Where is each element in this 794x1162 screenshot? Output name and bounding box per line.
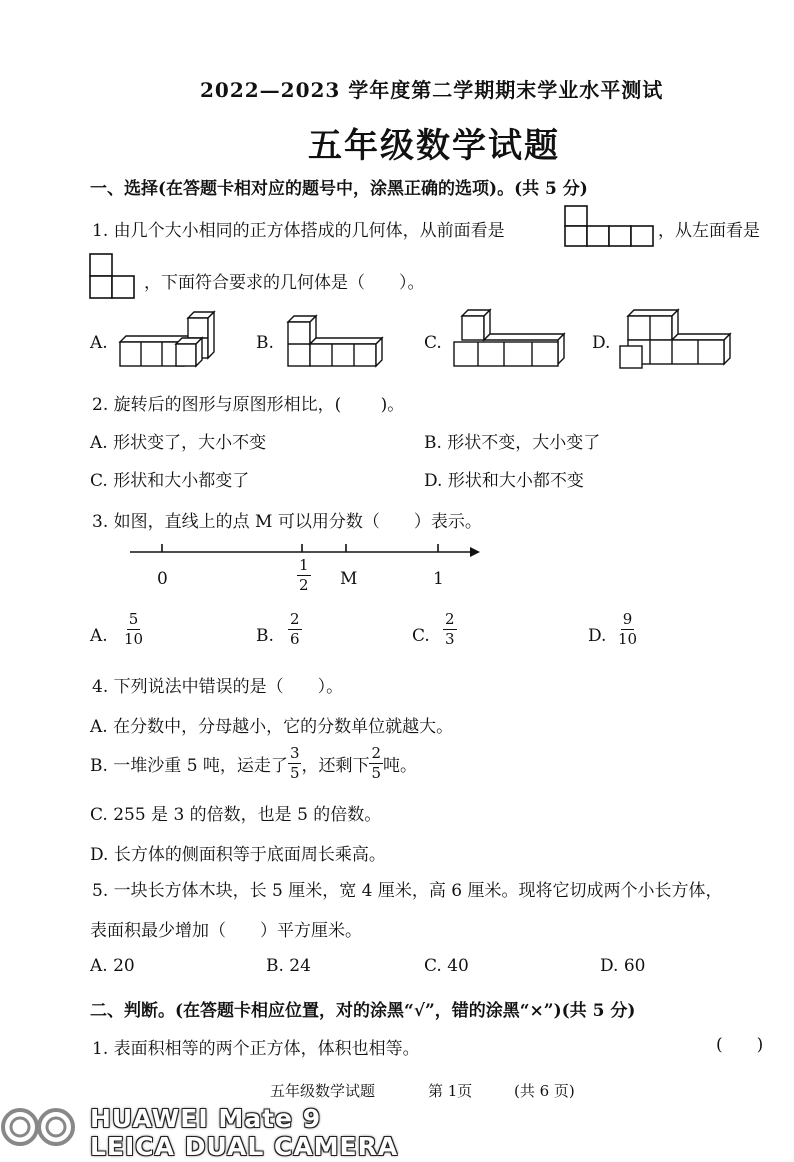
section2-q1: 1. 表面积相等的两个正方体，体积也相等。 — [92, 1039, 420, 1059]
left-view-figure — [88, 252, 138, 300]
numerator: 2 — [371, 744, 382, 762]
q3-option-b-fraction — [288, 612, 302, 647]
half-denominator: 2 — [299, 576, 309, 594]
number-line-label-zero: 0 — [157, 569, 168, 589]
q3-option-c-letter: C. — [412, 626, 430, 646]
q4-option-b — [90, 746, 417, 781]
q5-option-b: B. 24 — [266, 956, 311, 976]
q5-option-d: D. 60 — [600, 956, 646, 976]
q2-option-a: A. 形状变了，大小不变 — [90, 433, 267, 453]
half-numerator: 1 — [299, 556, 309, 574]
q4-b-text-pre: B. 一堆沙重 5 吨，运走了 — [90, 756, 288, 776]
q2-stem: 2. 旋转后的图形与原图形相比，( )。 — [92, 395, 405, 415]
q1-option-c-label: C. — [424, 333, 442, 353]
number-line-label-half — [297, 558, 311, 593]
q1-stem-part1: 1. 由几个大小相同的正方体搭成的几何体，从前面看是 — [92, 221, 505, 241]
watermark-line1: HUAWEI Mate 9 — [90, 1104, 322, 1133]
q1-option-c-figure — [448, 302, 568, 372]
q1-option-b-figure — [280, 306, 390, 370]
q1-option-d-figure — [614, 302, 734, 372]
numerator: 3 — [289, 744, 300, 762]
q1-stem-part3: ，下面符合要求的几何体是（ ）。 — [144, 273, 425, 293]
q5-stem-line1: 5. 一块长方体木块，长 5 厘米，宽 4 厘米，高 6 厘米。现将它切成两个小长方体， — [92, 881, 723, 901]
q1-option-a-label: A. — [90, 333, 108, 353]
q4-option-d: D. 长方体的侧面积等于底面周长乘高。 — [90, 845, 386, 865]
q2-option-b: B. 形状不变，大小变了 — [424, 433, 601, 453]
q3-option-a-letter: A. — [90, 626, 108, 646]
denominator: 5 — [289, 764, 300, 782]
denominator: 10 — [124, 630, 144, 648]
section2-heading: 二、判断。(在答题卡相应位置，对的涂黑“√”，错的涂黑“×”)(共 5 分) — [90, 1001, 636, 1021]
q1-stem-part2: ，从左面看是 — [658, 221, 760, 241]
footer-total-pages: (共 6 页) — [514, 1082, 575, 1100]
q3-option-a-fraction — [124, 612, 143, 647]
q3-option-c-fraction — [443, 612, 457, 647]
denominator: 10 — [618, 630, 638, 648]
numerator: 2 — [445, 610, 455, 628]
watermark-line2: LEICA DUAL CAMERA — [90, 1132, 399, 1161]
denominator: 6 — [290, 630, 300, 648]
q5-option-c: C. 40 — [424, 956, 469, 976]
footer-subject: 五年级数学试题 — [270, 1082, 376, 1100]
q3-option-d-fraction — [618, 612, 637, 647]
q3-option-d-letter: D. — [588, 626, 607, 646]
q3-option-b-letter: B. — [256, 626, 274, 646]
q2-option-c: C. 形状和大小都变了 — [90, 471, 250, 491]
q3-stem: 3. 如图，直线上的点 M 可以用分数（ ）表示。 — [92, 512, 482, 532]
q5-stem-line2: 表面积最少增加（ ）平方厘米。 — [90, 921, 362, 941]
q4-b-text-post: 吨。 — [383, 756, 418, 776]
denominator: 3 — [445, 630, 455, 648]
numerator: 5 — [128, 610, 139, 628]
q1-option-d-label: D. — [592, 333, 611, 353]
q4-b-text-mid: ，还剩下 — [301, 756, 370, 776]
q4-stem: 4. 下列说法中错误的是（ ）。 — [92, 677, 344, 697]
number-line-label-m: M — [340, 569, 358, 589]
q4-option-c: C. 255 是 3 的倍数，也是 5 的倍数。 — [90, 805, 382, 825]
numerator: 2 — [290, 610, 300, 628]
section1-heading: 一、选择(在答题卡相对应的题号中，涂黑正确的选项)。(共 5 分) — [90, 179, 588, 199]
camera-logo-icon — [0, 1104, 86, 1150]
footer-page: 第 1页 — [428, 1082, 473, 1100]
denominator: 5 — [371, 764, 382, 782]
page-title: 五年级数学试题 — [308, 126, 560, 166]
q2-option-d: D. 形状和大小都不变 — [424, 471, 584, 491]
number-line-label-one: 1 — [433, 569, 444, 589]
q5-option-a: A. 20 — [90, 956, 135, 976]
q4-option-a: A. 在分数中，分母越小，它的分数单位就越大。 — [90, 717, 454, 737]
q1-option-b-label: B. — [256, 333, 274, 353]
front-view-figure — [563, 204, 659, 248]
section2-q1-answer-paren: ( ) — [716, 1035, 764, 1055]
numerator: 9 — [622, 610, 633, 628]
term-title: 2022—2023 学年度第二学期期末学业水平测试 — [200, 78, 664, 102]
q1-option-a-figure — [112, 306, 222, 370]
